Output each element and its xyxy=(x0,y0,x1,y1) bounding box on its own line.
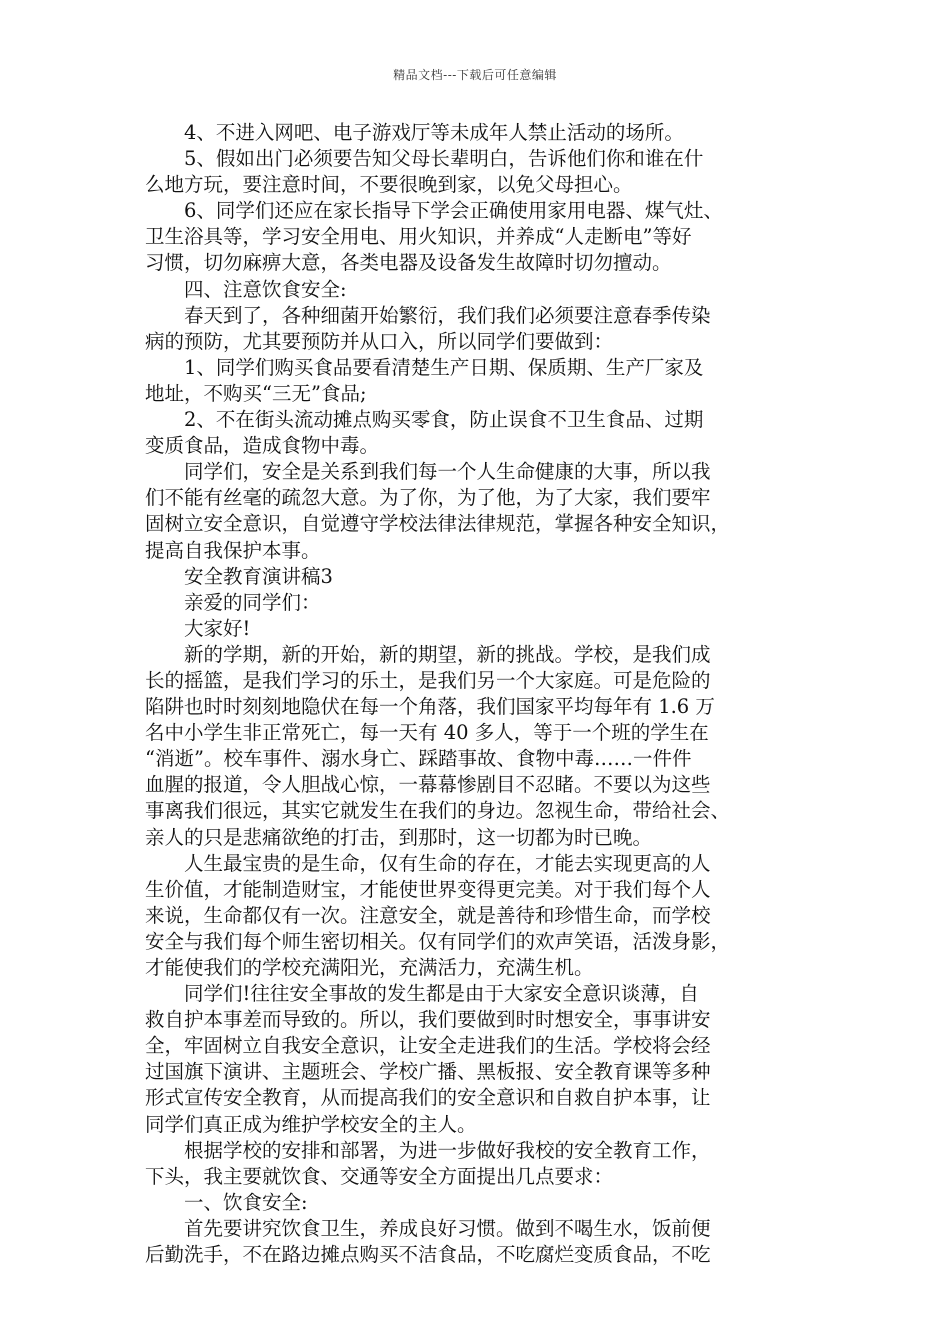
text-line: 变质食品，造成食物中毒。 xyxy=(145,434,380,458)
text-line: 过国旗下演讲、主题班会、学校广播、黑板报、安全教育课等多种 xyxy=(145,1060,711,1084)
text-line: 春天到了，各种细菌开始繁衍，我们我们必须要注意春季传染 xyxy=(184,303,711,327)
text-line: 5、假如出门必须要告知父母长辈明白，告诉他们你和谁在什 xyxy=(184,147,704,171)
text-line: 6、同学们还应在家长指导下学会正确使用家用电器、煤气灶、 xyxy=(184,199,723,223)
text-line: 亲人的只是悲痛欲绝的打击，到那时，这一切都为时已晚。 xyxy=(145,825,653,849)
text-line: 同学们真正成为维护学校安全的主人。 xyxy=(145,1112,477,1136)
text-line: 1、同学们购买食品要看清楚生产日期、保质期、生产厂家及 xyxy=(184,355,704,379)
text-line: 同学们!往往安全事故的发生都是由于大家安全意识谈薄，自 xyxy=(184,982,699,1006)
text-line: 固树立安全意识，自觉遵守学校法律法律规范，掌握各种安全知识， xyxy=(145,512,731,536)
text-line: 救自护本事差而导致的。所以，我们要做到时时想安全，事事讲安 xyxy=(145,1008,711,1032)
text-line: 地址，不购买“三无”食品; xyxy=(145,381,367,405)
text-line: 卫生浴具等，学习安全用电、用火知识，并养成“人走断电”等好 xyxy=(145,225,692,249)
text-line: 新的学期，新的开始，新的期望，新的挑战。学校，是我们成 xyxy=(184,642,711,666)
text-line: 病的预防，尤其要预防并从口入，所以同学们要做到： xyxy=(145,329,614,353)
text-line: 么地方玩，要注意时间，不要很晚到家，以免父母担心。 xyxy=(145,173,633,197)
text-line: 全，牢固树立自我安全意识，让安全走进我们的生活。学校将会经 xyxy=(145,1034,711,1058)
text-line: 血腥的报道，令人胆战心惊，一幕幕惨剧目不忍睹。不要以为这些 xyxy=(145,773,711,797)
text-line: 们不能有丝毫的疏忽大意。为了你，为了他，为了大家，我们要牢 xyxy=(145,486,711,510)
text-line: 后勤洗手，不在路边摊点购买不洁食品，不吃腐烂变质食品，不吃 xyxy=(145,1243,711,1267)
text-line: 才能使我们的学校充满阳光，充满活力，充满生机。 xyxy=(145,956,594,979)
text-line: 亲爱的同学们： xyxy=(184,590,321,614)
text-line: 提高自我保护本事。 xyxy=(145,538,321,562)
text-line: “消逝”。校车事件、溺水身亡、踩踏事故、食物中毒……一件件 xyxy=(145,747,692,771)
text-line: 安全与我们每个师生密切相关。仅有同学们的欢声笑语，活泼身影， xyxy=(145,929,731,953)
document-body xyxy=(145,120,813,1268)
text-line: 生价值，才能制造财宝，才能使世界变得更完美。对于我们每个人 xyxy=(145,877,711,901)
text-line: 习惯，切勿麻痹大意，各类电器及设备发生故障时切勿擅动。 xyxy=(145,251,672,275)
text-line: 来说，生命都仅有一次。注意安全，就是善待和珍惜生命，而学校 xyxy=(145,903,711,927)
text-line: 陷阱也时时刻刻地隐伏在每一个角落，我们国家平均每年有 1.6 万 xyxy=(145,695,715,719)
text-line: 大家好! xyxy=(184,616,251,640)
text-line: 首先要讲究饮食卫生，养成良好习惯。做到不喝生水，饭前便 xyxy=(184,1216,711,1240)
text-line: 一、饮食安全: xyxy=(184,1190,308,1214)
page-header-note: 精品文档---下载后可任意编辑 xyxy=(393,68,557,82)
text-line: 下头，我主要就饮食、交通等安全方面提出几点要求： xyxy=(145,1164,614,1188)
text-line: 根据学校的安排和部署，为进一步做好我校的安全教育工作， xyxy=(184,1138,711,1162)
text-line: 2、不在街头流动摊点购买零食，防止误食不卫生食品、过期 xyxy=(184,408,704,432)
text-line: 安全教育演讲稿3 xyxy=(184,564,333,588)
text-line: 人生最宝贵的是生命，仅有生命的存在，才能去实现更高的人 xyxy=(184,851,711,875)
text-line: 长的摇篮，是我们学习的乐土，是我们另一个大家庭。可是危险的 xyxy=(145,668,711,692)
text-line: 4、不进入网吧、电子游戏厅等未成年人禁止活动的场所。 xyxy=(184,121,684,144)
text-line: 同学们，安全是关系到我们每一个人生命健康的大事，所以我 xyxy=(184,460,711,484)
text-line: 名中小学生非正常死亡，每一天有 40 多人，等于一个班的学生在 xyxy=(145,721,709,745)
text-line: 形式宣传安全教育，从而提高我们的安全意识和自救自护本事，让 xyxy=(145,1086,711,1110)
text-line: 事离我们很远，其实它就发生在我们的身边。忽视生命，带给社会、 xyxy=(145,799,731,823)
text-line: 四、注意饮食安全: xyxy=(184,277,347,301)
